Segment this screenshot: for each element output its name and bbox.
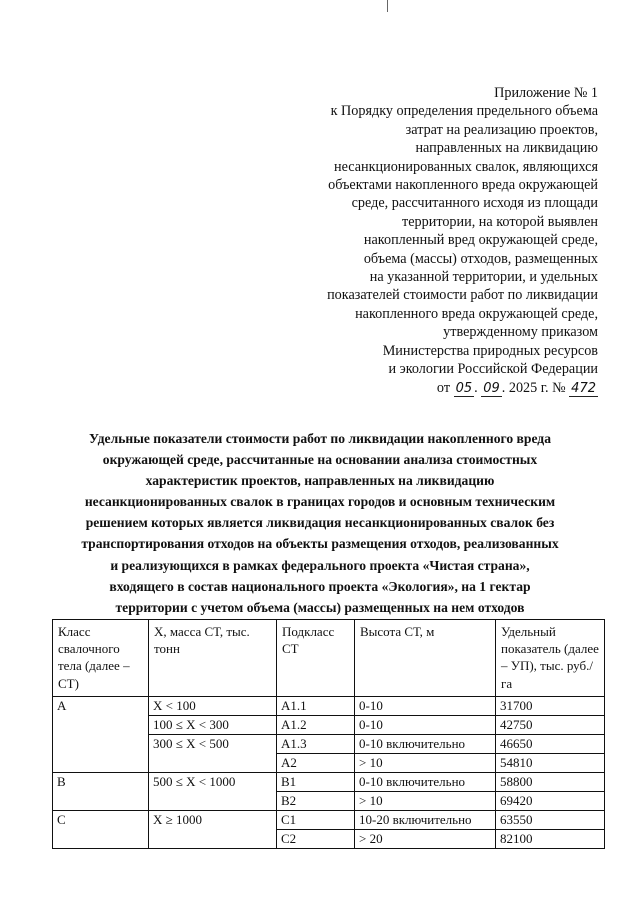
appendix-line: направленных на ликвидацию [415, 140, 598, 157]
appendix-line: территории, на которой выявлен [402, 213, 598, 230]
appendix-header [278, 84, 598, 397]
table-row [53, 772, 605, 791]
cell-class: B [53, 772, 149, 810]
cell-height: 0-10 [355, 715, 496, 734]
cell-mass: 300 ≤ X < 500 [149, 734, 277, 772]
order-day: 05 [455, 380, 473, 396]
header-subclass: Подкласс СТ [277, 620, 355, 697]
appendix-line: накопленный вред окружающей среде, [363, 232, 598, 249]
date-prefix: от [436, 379, 451, 396]
title-line: транспортирования отходов на объекты размещения отходов, реализованных [81, 536, 559, 552]
appendix-line: несанкционированных свалок, являющихся [334, 158, 598, 175]
header-height: Высота СТ, м [355, 620, 496, 697]
cell-height: 0-10 включительно [355, 772, 496, 791]
cell-value: 42750 [496, 715, 605, 734]
cell-height: 0-10 [355, 696, 496, 715]
table-header-row [53, 620, 605, 697]
cell-subclass: C2 [277, 829, 355, 848]
cell-height: > 20 [355, 829, 496, 848]
appendix-line: Министерства природных ресурсов [382, 342, 598, 359]
title-line: Удельные показатели стоимости работ по ликвидации накопленного вреда [88, 431, 551, 446]
cell-height: > 10 [355, 791, 496, 810]
scan-mark [387, 0, 388, 12]
appendix-line: затрат на реализацию проектов, [405, 121, 598, 138]
title-line: окружающей среде, рассчитанные на основании анализа стоимостных [102, 452, 538, 468]
appendix-line: утвержденному приказом [443, 324, 598, 341]
cell-height: 10-20 включительно [355, 810, 496, 829]
cell-mass: 500 ≤ X < 1000 [149, 772, 277, 810]
cell-class: C [53, 810, 149, 848]
appendix-line: объема (массы) отходов, размещенных [363, 250, 598, 267]
cell-value: 54810 [496, 753, 605, 772]
title-line: входящего в состав национального проекта «Экология», на 1 гектар [109, 578, 531, 594]
cell-value: 58800 [496, 772, 605, 791]
cell-subclass: A1.2 [277, 715, 355, 734]
appendix-line: накопленного вреда окружающей среде, [355, 305, 598, 322]
appendix-line: и экологии Российской Федерации [388, 361, 598, 378]
cell-value: 82100 [496, 829, 605, 848]
title-line: характеристик проектов, направленных на ликвидацию [145, 473, 495, 489]
cell-subclass: A1.3 [277, 734, 355, 753]
appendix-line: к Порядку определения предельного объема [330, 103, 598, 120]
cell-subclass: B1 [277, 772, 355, 791]
header-mass: X, масса СТ, тыс. тонн [149, 620, 277, 697]
title-line: несанкционированных свалок в границах городов и основным техническим [84, 494, 556, 510]
appendix-line: на указанной территории, и удельных [369, 269, 598, 286]
cell-mass: X ≥ 1000 [149, 810, 277, 848]
cell-subclass: A2 [277, 753, 355, 772]
cell-value: 46650 [496, 734, 605, 753]
cost-table [52, 619, 605, 849]
cell-subclass: A1.1 [277, 696, 355, 715]
cell-subclass: C1 [277, 810, 355, 829]
order-number: 472 [571, 380, 596, 396]
cell-height: 0-10 включительно [355, 734, 496, 753]
cell-value: 63550 [496, 810, 605, 829]
cell-subclass: B2 [277, 791, 355, 810]
appendix-line: объектами накопленного вреда окружающей [328, 177, 598, 194]
order-month: 09 [483, 380, 500, 396]
order-date-line: от 05 . 09 . 2025 г. № 472 [436, 379, 596, 396]
title-line: и реализующихся в рамках федерального проекта «Чистая страна», [110, 557, 530, 573]
appendix-line: показателей стоимости работ по ликвидации [327, 287, 598, 304]
order-year: 2025 г. № [508, 379, 566, 396]
cell-height: > 10 [355, 753, 496, 772]
cell-class: A [53, 696, 149, 772]
appendix-line: Приложение № 1 [494, 85, 598, 101]
header-class: Класс свалочного тела (далее – СТ) [53, 620, 149, 697]
cell-mass: 100 ≤ X < 300 [149, 715, 277, 734]
document-title [60, 428, 580, 618]
title-line: решением которых является ликвидация несанкционированных свалок без [85, 515, 555, 531]
table-row [53, 810, 605, 829]
header-value: Удельный показатель (далее – УП), тыс. руб./га [496, 620, 605, 697]
table-row [53, 696, 605, 715]
cell-value: 31700 [496, 696, 605, 715]
title-line: территории с учетом объема (массы) размещенных на нем отходов [115, 599, 525, 615]
cell-mass: X < 100 [149, 696, 277, 715]
appendix-line: среде, рассчитанного исходя из площади [351, 195, 598, 212]
cell-value: 69420 [496, 791, 605, 810]
